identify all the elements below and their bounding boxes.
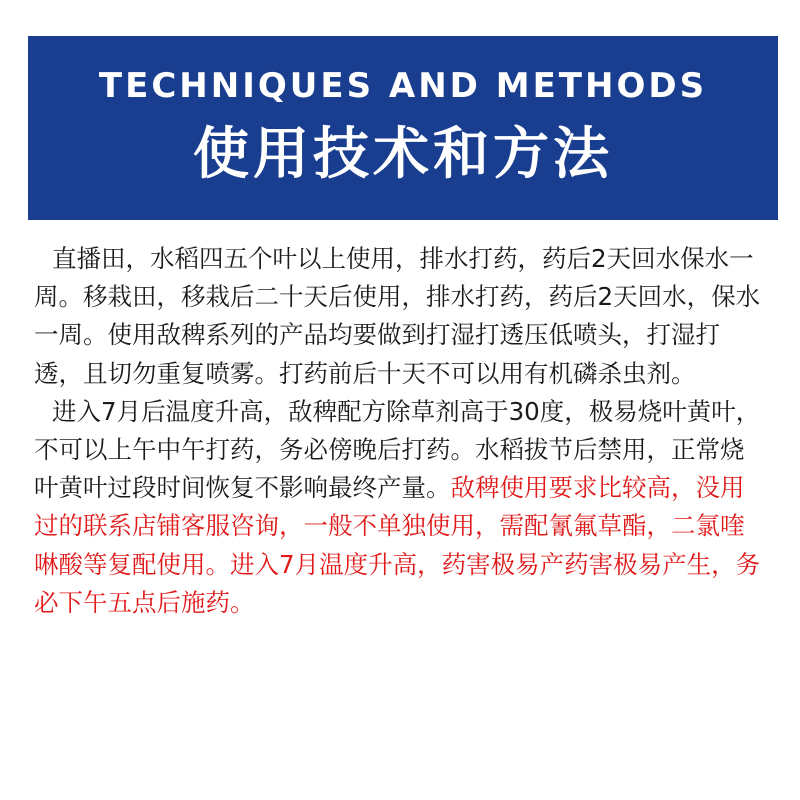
- instructions-text: [34, 240, 768, 622]
- banner-title-chinese: 使用技术和方法: [193, 122, 613, 187]
- paragraph-text: 直播田，水稻四五个叶以上使用，排水打药，药后2天回水保水一周。移栽田，移栽后二十天后使用，排水打药，药后2天回水，保水一周。使用敌稗系列的产品均要做到打湿打透压低喷头，打湿打透，且切勿重复喷雾。打药前后十天不可以用有机磷杀虫剂。: [34, 244, 761, 388]
- paragraph-application-timing: [34, 240, 768, 393]
- paragraph-text: 进入7月后温度升高，敌稗配方除草剂高于30度，极易烧叶黄叶，不可以上午中午打药，务必傍晚后打药。水稻拔节后禁用，正常烧叶黄叶过段时间恢复不影响最终产量。: [34, 396, 761, 503]
- paragraph-temperature-warning: [34, 393, 768, 622]
- warning-text: 敌稗使用要求比较高，没用过的联系店铺客服咨询，一般不单独使用，需配氰氟草酯，二氯喹啉酸等复配使用。进入7月温度升高，药害极易产药害极易产生，务必下午五点后施药。: [34, 473, 761, 617]
- title-banner: [28, 36, 778, 220]
- banner-title-english: TECHNIQUES AND METHODS: [98, 66, 708, 106]
